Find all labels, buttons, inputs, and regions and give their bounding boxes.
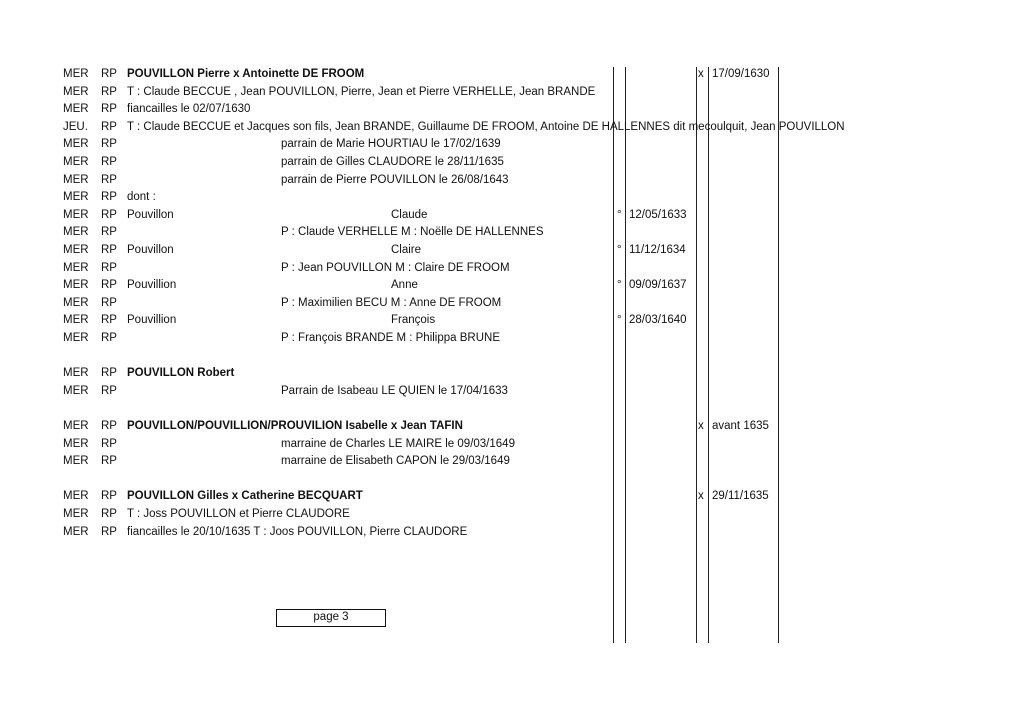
table-row	[0, 418, 1024, 436]
table-row	[0, 524, 1024, 542]
baptism-mark: °	[617, 244, 622, 256]
source-code: MER	[63, 208, 89, 221]
source-code: MER	[63, 332, 89, 344]
table-row	[0, 312, 1024, 330]
table-row	[0, 348, 1024, 366]
register-code: RP	[101, 508, 117, 520]
register-code: RP	[101, 525, 117, 538]
source-code: MER	[63, 367, 89, 380]
source-code: MER	[63, 296, 89, 309]
marriage-date: 17/09/1630	[712, 68, 770, 80]
first-name: François	[391, 314, 436, 327]
page-number-box	[276, 609, 386, 627]
table-row	[0, 101, 1024, 119]
register-code: RP	[101, 455, 117, 468]
detail-text: marraine de Elisabeth CAPON le 29/03/1649	[281, 455, 510, 468]
source-code: MER	[63, 226, 89, 239]
register-code: RP	[101, 437, 117, 450]
source-code: MER	[63, 68, 89, 80]
source-code: MER	[63, 156, 89, 168]
table-row	[0, 207, 1024, 225]
baptism-mark: °	[617, 314, 622, 327]
entry-text: fiancailles le 20/10/1635 T : Joos POUVILLON, Pierre CLAUDORE	[127, 525, 468, 538]
source-code: MER	[63, 279, 89, 292]
table-row	[0, 506, 1024, 524]
source-code: MER	[63, 525, 89, 538]
register-code: RP	[101, 367, 117, 380]
entry-text: POUVILLON Pierre x Antoinette DE FROOM	[127, 68, 365, 80]
source-code: MER	[63, 420, 89, 432]
entry-text: Pouvillion	[127, 314, 177, 327]
table-row	[0, 224, 1024, 242]
detail-text: parrain de Pierre POUVILLON le 26/08/1643	[281, 173, 509, 186]
source-code: MER	[63, 437, 89, 450]
register-code: RP	[101, 384, 117, 397]
source-code: MER	[63, 138, 89, 151]
table-row	[0, 119, 1024, 137]
table-row	[0, 260, 1024, 278]
register-code: RP	[101, 332, 117, 344]
register-code: RP	[101, 490, 117, 503]
table-row	[0, 488, 1024, 506]
register-code: RP	[101, 314, 117, 327]
register-code: RP	[101, 244, 117, 256]
detail-text: P : Claude VERHELLE M : Noëlle DE HALLENNES	[281, 226, 544, 239]
source-code: MER	[63, 314, 89, 327]
detail-text: P : François BRANDE M : Philippa BRUNE	[281, 332, 500, 344]
table-row	[0, 400, 1024, 418]
marriage-mark: x	[698, 490, 704, 503]
first-name: Claude	[391, 208, 428, 221]
table-row	[0, 453, 1024, 471]
table-row	[0, 84, 1024, 102]
entry-text: Pouvillion	[127, 279, 177, 292]
detail-text: marraine de Charles LE MAIRE le 09/03/1649	[281, 437, 515, 450]
baptism-date: 28/03/1640	[629, 314, 687, 327]
register-code: RP	[101, 208, 117, 221]
source-code: MER	[63, 191, 89, 204]
register-code: RP	[101, 420, 117, 432]
register-code: RP	[101, 103, 117, 116]
table-row	[0, 330, 1024, 348]
register-code: RP	[101, 156, 117, 168]
marriage-mark: x	[698, 420, 704, 432]
detail-text: P : Maximilien BECU M : Anne DE FROOM	[281, 296, 502, 309]
table-row	[0, 277, 1024, 295]
entry-text: T : Claude BECCUE , Jean POUVILLON, Pierre, Jean et Pierre VERHELLE, Jean BRANDE	[127, 85, 596, 98]
register-code: RP	[101, 279, 117, 292]
entry-text: T : Claude BECCUE et Jacques son fils, Jean BRANDE, Guillaume DE FROOM, Antoine DE HALLENNES dit mecoulquit, Jean POUVILLON	[127, 120, 845, 133]
table-row	[0, 189, 1024, 207]
source-code: MER	[63, 261, 89, 274]
register-code: RP	[101, 191, 117, 204]
register-code: RP	[101, 173, 117, 186]
source-code: MER	[63, 244, 89, 256]
baptism-date: 11/12/1634	[629, 244, 686, 256]
register-code: RP	[101, 85, 117, 98]
baptism-date: 09/09/1637	[629, 279, 687, 292]
entry-text: POUVILLON/POUVILLION/PROUVILION Isabelle x Jean TAFIN	[127, 420, 463, 432]
entry-text: POUVILLON Gilles x Catherine BECQUART	[127, 490, 363, 503]
table-row	[0, 471, 1024, 489]
entry-text: fiancailles le 02/07/1630	[127, 103, 251, 116]
entry-text: POUVILLON Robert	[127, 367, 235, 380]
table-row	[0, 66, 1024, 84]
source-code: MER	[63, 384, 89, 397]
register-code: RP	[101, 68, 117, 80]
entry-text: T : Joss POUVILLON et Pierre CLAUDORE	[127, 508, 350, 520]
page-number: page 3	[313, 611, 349, 623]
first-name: Claire	[391, 244, 422, 256]
entry-text: Pouvillon	[127, 208, 174, 221]
source-code: MER	[63, 490, 89, 503]
register-code: RP	[101, 296, 117, 309]
detail-text: parrain de Gilles CLAUDORE le 28/11/1635	[281, 156, 504, 168]
table-row	[0, 365, 1024, 383]
marriage-mark: x	[698, 68, 704, 80]
table-row	[0, 136, 1024, 154]
table-row	[0, 383, 1024, 401]
detail-text: Parrain de Isabeau LE QUIEN le 17/04/1633	[281, 384, 508, 397]
table-row	[0, 436, 1024, 454]
source-code: JEU.	[63, 120, 88, 133]
first-name: Anne	[391, 279, 418, 292]
baptism-date: 12/05/1633	[629, 208, 687, 221]
table-row	[0, 295, 1024, 313]
source-code: MER	[63, 508, 89, 520]
baptism-mark: °	[617, 279, 622, 292]
register-code: RP	[101, 138, 117, 151]
source-code: MER	[63, 103, 89, 116]
source-code: MER	[63, 85, 89, 98]
source-code: MER	[63, 455, 89, 468]
register-code: RP	[101, 226, 117, 239]
table-row	[0, 154, 1024, 172]
table-row	[0, 242, 1024, 260]
register-code: RP	[101, 120, 117, 133]
source-code: MER	[63, 173, 89, 186]
table-row	[0, 172, 1024, 190]
baptism-mark: °	[617, 208, 622, 221]
detail-text: parrain de Marie HOURTIAU le 17/02/1639	[281, 138, 501, 151]
entry-text: dont :	[127, 191, 156, 204]
detail-text: P : Jean POUVILLON M : Claire DE FROOM	[281, 261, 510, 274]
marriage-date: avant 1635	[712, 420, 769, 432]
marriage-date: 29/11/1635	[712, 490, 769, 503]
entry-text: Pouvillon	[127, 244, 174, 256]
register-code: RP	[101, 261, 117, 274]
